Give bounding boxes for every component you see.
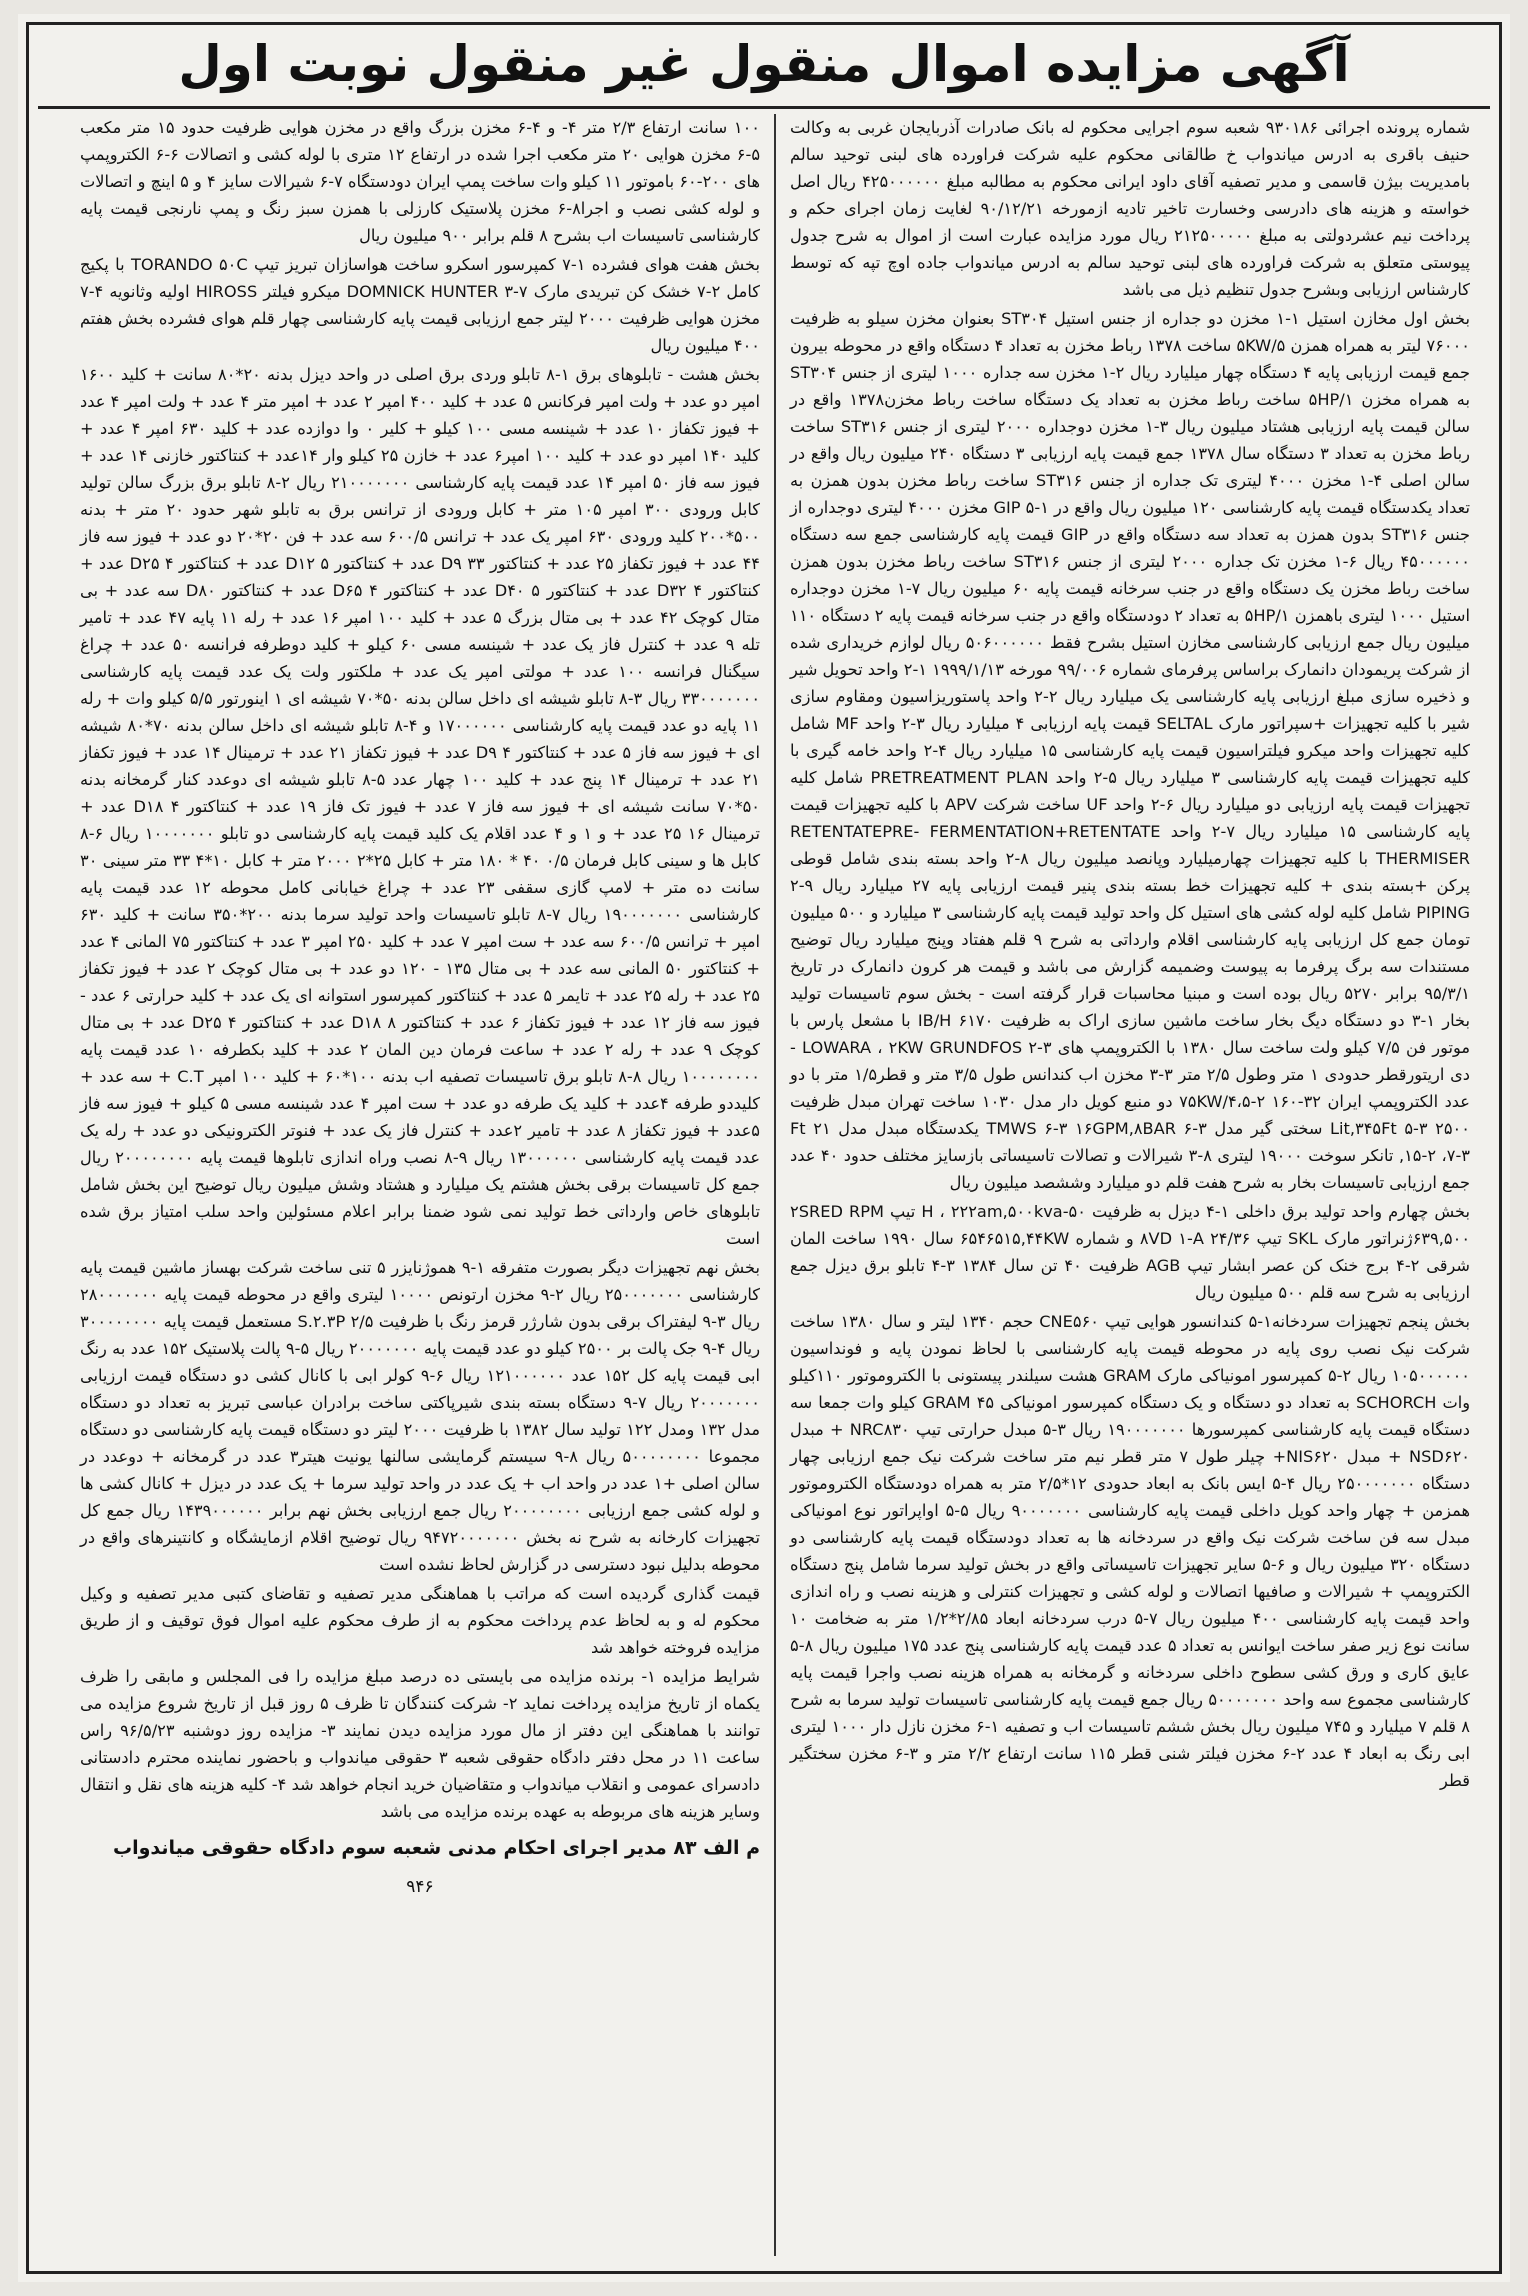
right-paragraph-section4: بخش چهارم واحد تولید برق داخلی ۱-۴ دیزل به ظرفیت ۵۰-H ، ۲۲۲am,۵۰۰kva تیپ ۲SRED RPM ۶۳۹,۵۰۰ژنراتور مارک SKL تیپ ۲۴/۳۶ ۸VD ۱-A و شماره ۶۵۴۶۵۱۵,۴۴KW سال ۱۹۹۰ ساخت المان شرقی ۲-۴ برج خنک کن عصر ابشار تیپ AGB ظرفیت ۴۰ تن سال ۱۳۸۴ ۳-۴ تابلو برق دیزل جمع ارزیابی به شرح سه قلم ۵۰۰ میلیون ریال: [790, 1202, 1471, 1302]
left-paragraph-pricing: قیمت گذاری گردیده است که مراتب با هماهنگی مدیر تصفیه و تقاضای کتبی مدیر تصفیه و وکیل محکوم له و به لحاظ عدم پرداخت محکوم به از طرف محکوم علیه اموال فوق توقیف و از طریق مزایده فروخته خواهد شد: [80, 1584, 760, 1657]
signature-line: م الف ۸۳ مدیر اجرای احکام مدنی شعبه سوم دادگاه حقوقی میاندواب: [113, 1837, 760, 1859]
left-paragraph-air: بخش هفت هوای فشرده ۱-۷ کمپرسور اسکرو ساخت هواسازان تبریز تیپ TORANDO ۵۰C با پکیج کامل ۲-۷ خشک کن تبریدی مارک DOMNICK HUNTER ۳-۷ میکرو فیلتر HIROSS اولیه وثانویه ۴-۷ مخزن هوایی ظرفیت ۲۰۰۰ لیتر جمع ارزیابی قیمت پایه کارشناسی چهار قلم هوای فشرده بخش هفتم ۴۰۰ میلیون ریال: [80, 255, 760, 355]
newspaper-page: [18, 14, 1510, 2282]
left-paragraph-electrical: بخش هشت - تابلوهای برق ۱-۸ تابلو وردی برق اصلی در واحد دیزل بدنه ۲۰*۸۰ سانت + کلید ۱۶۰۰ امپر دو عدد + ولت امپر فرکانس ۵ عدد + کلید ۴۰۰ امپر ۲ عدد + امپر متر ۴ عدد + ولت امپر ۴ عدد + فیوز تکفاز ۱۰ عدد + شینسه مسی ۱۰۰ کیلو + کلیر ۰ وا دوازده عدد + کلید ۶۳۰ امپر ۴ عدد + کلید ۱۴۰ امپر دو عدد + کلید ۱۰۰ امپر۶ عدد + خازن ۲۵ کیلو وار ۱۴عدد + کنتاکتور خازنی ۱۴ عدد + فیوز سه فاز ۵۰ امپر ۱۴ عدد قیمت پایه کارشناسی ۲۱۰۰۰۰۰۰۰ ریال ۲-۸ تابلو برق بزرگ سالن تولید کابل ورودی ۳۰۰ امپر ۱۰۵ متر + کابل ورودی از ترانس برق به تابلو شهر حدود ۲۰ متر + بدنه ۵۰۰*۲۰۰ کلید ورودی ۶۳۰ امپر یک عدد + ترانس ۶۰۰/۵ سه عدد + فن ۲۰*۲۰ دو عدد + فیوز سه فاز ۴۴ عدد + فیوز تکفاز ۲۵ عدد + کنتاکتور D۹ ۳۳ عدد + کنتاکتور D۱۲ ۵ عدد + کنتاکتور D۲۵ ۴ عدد + کنتاکتور D۳۲ ۴ عدد + کنتاکتور D۴۰ ۵ عدد + کنتاکتور D۶۵ ۴ عدد + کنتاکتور D۸۰ سه عدد + بی متال کوچک ۴۲ عدد + بی متال بزرگ ۵ عدد + کلید ۱۰۰ امپر ۱۶ عدد + رله ۱۱ پایه ۴۷ عدد + تامیر تله ۹ عدد + کنترل فاز یک عدد + شینسه مسی ۶۰ کیلو + کلید دوطرفه فرانسه ۵۰ عدد + چراغ سیگنال فرانسه ۱۰۰ عدد + مولتی امپر یک عدد + ملکتور ولت یک عدد قیمت پایه کارشناسی ۳۳۰۰۰۰۰۰۰ ریال ۳-۸ تابلو شیشه ای داخل سالن بدنه ۵۰*۷۰ شیشه ای ۱ اینورتور ۵/۵ کیلو وات + رله ۱۱ پایه دو عدد قیمت پایه کارشناسی ۱۷۰۰۰۰۰۰ و ۴-۸ تابلو شیشه ای داخل سالن بدنه ۷۰*۸۰ شیشه ای + فیوز سه فاز ۵ عدد + کنتاکتور D۹ ۴ عدد + فیوز تکفاز ۲۱ عدد + ترمینال ۱۴ عدد + فیوز تکفاز ۲۱ عدد + ترمینال ۱۴ پنج عدد + کلید ۱۰۰ چهار عدد ۵-۸ تابلو شیشه ای دوعدد کنار گرمخانه بدنه ۵۰*۷۰ سانت شیشه ای + فیوز سه فاز ۷ عدد + فیوز تک فاز ۱۹ عدد + کنتاکتور D۱۸ ۴ عدد + ترمینال ۱۶ ۲۵ عدد + و ۱ و ۴ عدد اقلام یک کلید قیمت پایه کارشناسی دو تابلو ۱۰۰۰۰۰۰۰ ریال ۶-۸ کابل ها و سینی کابل فرمان ۰/۵ ۴۰ * ۱۸۰ متر + کابل ۲۵*۲ ۲۰۰۰ متر + کابل ۱۰*۴ ۳۳ متر سینی ۳۰ سانت ده متر + لامپ گازی سقفی ۲۳ عدد + چراغ خیابانی کامل محوطه ۱۲ عدد قیمت پایه کارشناسی ۱۹۰۰۰۰۰۰۰ ریال ۷-۸ تابلو تاسیسات واحد تولید سرما بدنه ۲۰۰*۳۵۰ سانت + کلید ۶۳۰ امپر + ترانس ۶۰۰/۵ سه عدد + ست امپر ۷ عدد + کلید ۲۵۰ امپر ۳ عدد + کنتاکتور ۷۵ المانی ۴ عدد + کنتاکتور ۵۰ المانی سه عدد + بی متال ۱۳۵ - ۱۲۰ دو عدد + بی متال کوچک ۲ عدد + فیوز تکفاز ۲۵ عدد + رله ۲۵ عدد + تایمر ۵ عدد + کنتاکتور کمپرسور استوانه ای یک عدد + کلید حرارتی ۶ عدد - فیوز سه فاز ۱۲ عدد + فیوز تکفاز ۶ عدد + کنتاکتور D۱۸ ۸ عدد + کنتاکتور D۲۵ ۴ عدد + بی متال کوچک ۹ عدد + رله ۲ عدد + ساعت فرمان دین المان ۲ عدد + کلید بکطرفه ۱۰ عدد قیمت پایه ۱۰۰۰۰۰۰۰۰ ریال ۸-۸ تابلو برق تاسیسات تصفیه اب بدنه ۱۰۰*۶۰ + کلید ۱۰۰ امپر C.T + سه عدد + کلیددو طرفه ۴عدد + کلید یک طرفه دو عدد + ست امپر ۴ عدد شینسه مسی ۵ کیلو + فیوز سه فاز ۵عدد + فیوز تکفاز ۸ عدد + تامیر ۲عدد + کنترل فاز یک عدد + فنوتر الکترونیکی دو عدد + رله یک عدد قیمت پایه کارشناسی ۱۳۰۰۰۰۰۰ ریال ۹-۸ نصب وراه اندازی تابلوها قیمت پایه ۲۰۰۰۰۰۰۰۰ ریال جمع کل تاسیسات برقی بخش هشتم یک میلیارد و هشتاد وشش میلیون ریال توضیح این بخش شامل تابلوهای خاص وارداتی خط تولید نمی شود ضمنا برابر اعلام مسئولین واحد سلب امتیاز برق شده است: [80, 365, 761, 1248]
left-paragraph-conditions: شرایط مزایده ۱- برنده مزایده می بایستی ده درصد مبلغ مزایده را فی المجلس و مابقی را ظرف یکماه از تاریخ مزایده پرداخت نماید ۲- شرکت کنندگان تا ظرف ۵ روز قبل از تاریخ شروع مزایده می توانند با هماهنگی این دفتر از مال مورد مزایده دیدن نمایند ۳- مزایده روز دوشنبه ۹۶/۵/۲۳ راس ساعت ۱۱ در محل دفتر دادگاه حقوقی شعبه ۳ حقوقی میاندواب و باحضور نماینده محترم دادستانی دادسرای عمومی و انقلاب میاندواب و متقاضیان خرید انجام خواهد شد ۴- کلیه هزینه های نقل و انتقال وسایر هزینه های مربوطه به عهده برنده مزایده می باشد: [80, 1667, 761, 1821]
left-paragraph-misc: بخش نهم تجهیزات دیگر بصورت متفرقه ۱-۹ هموژنایزر ۵ تنی ساخت شرکت بهساز ماشین قیمت پایه کارشناسی ۲۵۰۰۰۰۰۰۰ ریال ۲-۹ مخزن ارتونص ۱۰۰۰۰ لیتری واقع در محوطه قیمت پایه ۲۸۰۰۰۰۰۰۰ ریال ۳-۹ لیفتراک برقی بدون شارژر قرمز رنگ با ظرفیت ۲/۵ S.۲.۳P مستعمل قیمت پایه ۳۰۰۰۰۰۰۰۰ ریال ۴-۹ جک پالت بر ۲۵۰۰ کیلو دو عدد قیمت پایه ۲۰۰۰۰۰۰۰ ریال ۵-۹ پالت پلاستیک ۱۵۲ عدد به رنگ ابی قیمت پایه کل ۱۵۲ عدد ۱۲۱۰۰۰۰۰۰ ریال ۶-۹ کولر ابی با کانال کشی دو دستگاه قیمت ارزیابی ۲۰۰۰۰۰۰۰ ریال ۷-۹ دستگاه بسته بندی شیرپاکتی ساخت برادران عباسی تبریز به تعداد دو دستگاه مدل ۱۳۲ ومدل ۱۲۲ تولید سال ۱۳۸۲ با ظرفیت ۲۰۰۰ لیتر دو دستگاه قیمت پایه کارشناسی دو دستگاه مجموعا ۵۰۰۰۰۰۰۰۰ ریال ۸-۹ سیستم گرمایشی سالنها یونیت هیتر۳ عدد در گرمخانه + دوعدد در سالن اصلی +۱ عدد در واحد اب + یک عدد در واحد تولید سرما + یک عدد در دیزل + کانال کشی ها و لوله کشی جمع ارزیابی ۲۰۰۰۰۰۰۰۰ ریال جمع ارزیابی بخش نهم برابر ۱۴۳۹۰۰۰۰۰۰ ریال جمع کل تجهیزات کارخانه به شرح نه بخش ۹۴۷۲۰۰۰۰۰۰۰ ریال توضیح اقلام ازمایشگاه و کانتینرهای واقع در محوطه بدلیل نبود دسترسی در گزارش لحاظ نشده است: [80, 1258, 761, 1574]
auction-notice-title: آگهی مزایده اموال منقول غیر منقول نوبت اول: [178, 35, 1350, 93]
title-rule: [38, 106, 1490, 109]
right-paragraph-section5: بخش پنجم تجهیزات سردخانه۱-۵ کندانسور هوایی تیپ CNE۵۶۰ حجم ۱۳۴۰ لیتر و سال ۱۳۸۰ ساخت شرکت نیک نصب روی پایه در محوطه قیمت پایه کارشناسی با لحاظ نمودن پایه و فونداسیون ۱۰۵۰۰۰۰۰۰ ریال ۲-۵ کمپرسور امونیاکی مارک GRAM هشت سیلندر پیستونی با الکتروموتور ۱۱۰کیلو وات SCHORCH به تعداد دو دستگاه و یک دستگاه کمپرسور امونیاکی ۴۵ GRAM کیلو وات جمعا سه دستگاه قیمت پایه کارشناسی کمپرسورها ۱۹۰۰۰۰۰۰۰ ریال ۳-۵ مبدل حرارتی تیپ NRC۸۳۰ + مبدل NSD۶۲۰ + مبدل NIS۶۲۰+ چیلر طول ۷ متر قطر نیم متر ساخت شرکت نیک جمع ارزیابی چهار دستگاه ۲۵۰۰۰۰۰۰۰ ریال ۴-۵ ایس بانک به ابعاد حدودی ۱۲*۲/۵ متر به همراه دودستگاه الکتروموتور همزمن + چهار واحد کویل داخلی قیمت پایه کارشناسی ۹۰۰۰۰۰۰۰ ریال ۵-۵ اواپراتور نوع امونیاکی مبدل سه فن ساخت شرکت نیک واقع در سردخانه ها به تعداد دودستگاه قیمت پایه کارشناسی دو دستگاه ۳۲۰ میلیون ریال و ۶-۵ سایر تجهیزات تاسیساتی واقع در بخش تولید سرما شامل پنج دستگاه الکتروپمپ + شیرالات و صافیها اتصالات و لوله کشی و تجهیزات کنترلی و هزینه نصب و راه اندازی واحد قیمت پایه کارشناسی ۴۰۰ میلیون ریال ۷-۵ درب سردخانه ابعاد ۲/۸۵*۱/۲ متر به ضخامت ۱۰ سانت نوع زیر صفر ساخت ایوانس به تعداد ۵ عدد قیمت پایه کارشناسی پنج عدد ۱۷۵ میلیون ریال ۸-۵ عایق کاری و ورق کشی سطوح داخلی سردخانه و گرمخانه به همراه هزینه نصب واجرا قیمت پایه کارشناسی مجموع سه واحد ۵۰۰۰۰۰۰۰ ریال جمع قیمت پایه کارشناسی تاسیسات تولید سرما به شرح ۸ قلم ۷ میلیارد و ۷۴۵ میلیون ریال بخش ششم تاسیسات اب و تصفیه ۱-۶ مخزن نازل دار ۱۰۰۰ لیتری ابی رنگ به ابعاد ۴ عدد ۲-۶ مخزن فیلتر شنی قطر ۱۱۵ سانت ارتفاع ۲/۲ متر و ۳-۶ مخزن سختگیر قطر: [790, 1312, 1471, 1790]
page-number: ۹۴۶: [406, 1877, 434, 1897]
right-paragraph-sections: بخش اول مخازن استیل ۱-۱ مخزن دو جداره از جنس استیل ST۳۰۴ بعنوان مخزن سیلو به ظرفیت ۷۶۰۰۰ لیتر به همراه همزن ۵KW/۵ ساخت ۱۳۷۸ رباط مخزن به تعداد ۴ دستگاه واقع در محوطه بیرون جمع قیمت ارزیابی پایه ۴ دستگاه چهار میلیارد ریال ۲-۱ مخزن سه جداره ۱۰۰۰ لیتری از جنس ST۳۰۴ به همراه مخزن ۵HP/۱ ساخت رباط مخزن به تعداد یک دستگاه ساخت رباط مخزن۱۳۷۸ واقع در سالن قیمت پایه ارزیابی هشتاد میلیون ریال ۳-۱ مخزن دوجداره ۲۰۰۰ لیتری از جنس ST۳۱۶ ساخت رباط مخزن به تعداد ۳ دستگاه سال ۱۳۷۸ جمع قیمت پایه ارزیابی ۳ دستگاه ۲۴۰ میلیون ریال واقع در سالن اصلی ۴-۱ مخزن ۴۰۰۰ لیتری تک جداره از جنس ST۳۱۶ ساخت رباط مخزن بدون همزن به تعداد یکدستگاه قیمت پایه کارشناسی ۱۲۰ میلیون ریال واقع در GIP ۵-۱ مخزن ۴۰۰۰ لیتری دوجداره از جنس ST۳۱۶ بدون همزن به تعداد سه دستگاه واقع در GIP قیمت پایه کارشناسی جمع سه دستگاه ۴۵۰۰۰۰۰۰ ریال ۶-۱ مخزن تک جداره ۲۰۰۰ لیتری از جنس ST۳۱۶ ساخت رباط مخزن بدون همزن ساخت رباط مخزن یک دستگاه واقع در جنب سرخانه قیمت پایه ۶۰ میلیون ریال ۷-۱ مخزن دوجداره استیل ۱۰۰۰ لیتری باهمزن ۵HP/۱ به تعداد ۲ دودستگاه واقع در جنب سرخانه قیمت پایه ۲ دستگاه ۱۱۰ میلیون ریال جمع ارزیابی کارشناسی مخازن استیل بشرح فقط ۵۰۶۰۰۰۰۰۰ ریال لوازم خریداری شده از شرکت پریمودان دانمارک براساس پرفرمای شماره ۹۹/۰۰۶ مورخه ۱۹۹۹/۱/۱۳ ۱-۲ واحد تحویل شیر و ذخیره سازی مبلغ ارزیابی پایه کارشناسی یک میلیارد ریال ۲-۲ واحد پاستوریزاسیون ومقاوم سازی شیر با کلیه تجهیزات +سپراتور مارک SELTAL قیمت پایه ارزیابی ۴ میلیارد ریال ۳-۲ واحد MF شامل کلیه تجهیزات واحد میکرو فیلتراسیون قیمت پایه کارشناسی ۱۵ میلیارد ریال ۴-۲ واحد خامه گیری با کلیه تجهیزات قیمت پایه کارشناسی ۳ میلیارد ریال ۵-۲ واحد PRETREATMENT PLAN شامل کلیه تجهیزات قیمت پایه ارزیابی دو میلیارد ریال ۶-۲ واحد UF ساخت شرکت APV با کلیه تجهیزات قیمت پایه کارشناسی ۱۵ میلیارد ریال ۷-۲ واحد RETENTATEPRE- FERMENTATION+RETENTATE THERMISER با کلیه تجهیزات چهارمیلیارد وپانصد میلیون ریال ۸-۲ واحد بسته بندی شامل قوطی پرکن +بسته بندی + کلیه تجهیزات خط بسته بندی پنیر قیمت ارزیابی پایه ۲۷ میلیارد ریال ۹-۲ PIPING شامل کلیه لوله کشی های استیل کل واحد تولید قیمت پایه کارشناسی ۳ میلیارد و ۵۰۰ میلیون تومان جمع کل ارزیابی پایه کارشناسی اقلام وارداتی به شرح ۹ قلم هفتاد وپنج میلیارد ریال توضیح مستندات سه برگ پرفرما به پیوست وضمیمه گزارش می باشد و قیمت هر کرون دانمارک در تاریخ ۹۵/۳/۱ برابر ۵۲۷۰ ریال بوده است و مبنیا محاسبات قرار گرفته است - بخش سوم تاسیسات تولید بخار ۱-۳ دو دستگاه دیگ بخار ساخت ماشین سازی اراک به ظرفیت IB/H ۶۱۷۰ با مشعل پارس با موتور فن ۷/۵ کیلو ولت ساخت سال ۱۳۸۰ با الکتروپمپ های LOWARA ، ۲KW GRUNDFOS ۲-۳ - دی اریتورقطر حدودی ۱ متر وطول ۲/۵ متر ۳-۳ مخزن اب کندانس طول ۳/۵ متر و قطر۱/۵ متر با دو عدد الکتروپمپ ایران ۳۲-۱۶۰ ۲-۷۵KW/۴،۵ دو منبع کویل دار مدل ۱۰۳۰ ساخت تهران مبدل ظرفیت ۲۵۰۰ Lit,۳۴۵Ft ۵-۳ سختی گیر مدل TMWS ۶-۳ ۱۶GPM,۸BAR ۶-۳ یکدستگاه مبدل مدل ۲۱ Ft ,۱۵-۲ ،۷-۳ تانکر سوخت ۱۹۰۰۰ لیتری ۸-۳ شیرالات و تصالات تاسیساتی بازسایز مختلف حدود ۴۰ عدد جمع ارزیابی تاسیسات بخار به شرح هفت قلم دو میلیارد وششصد میلیون ریال: [790, 309, 1471, 1192]
body-columns: [44, 114, 1484, 2256]
left-column: [66, 114, 774, 2256]
right-paragraph-intro: شماره پرونده اجرائی ۹۳۰۱۸۶ شعبه سوم اجرایی محکوم له بانک صادرات آذربایجان غربی به وکالت حنیف باقری به ادرس میاندواب خ طالقانی محکوم علیه شرکت فراورده های لبنی توحید سالم بامدیریت بیژن قاسمی و مدیر تصفیه آقای داود ایرانی محکوم به مطالبه مبلغ ۴۲۵۰۰۰۰۰۰ ریال اصل خواسته و هزینه های دادرسی وخسارت تاخیر تادیه ازمورخه ۹۰/۱۲/۲۱ لغایت زمان اجرای حکم و پرداخت نیم عشردولتی به مبلغ ۲۱۲۵۰۰۰۰۰ ریال مورد مزایده عبارت است از اموال به شرح جدول پیوستی متعلق به شرکت فراورده های لبنی توحید سالم به ادرس میاندواب جاده اوچ تپه که توسط کارشناس ارزیابی وبشرح جدول تنظیم ذیل می باشد: [790, 118, 1471, 299]
right-column: [776, 114, 1484, 2256]
left-paragraph-water: ۱۰۰ سانت ارتفاع ۲/۳ متر ۴- و ۴-۶ مخزن بزرگ واقع در مخزن هوایی ظرفیت حدود ۱۵ متر مکعب ۵-۶ مخزن هوایی ۲۰ متر مکعب اجرا شده در ارتفاع ۱۲ متری با لوله کشی و اتصالات ۶-۶ الکتروپمپ های ۲۰۰-۶۰ باموتور ۱۱ کیلو وات ساخت پمپ ایران دودستگاه ۷-۶ شیرالات سایز ۴ و ۵ اینچ و اتصالات و لوله کشی نصب و اجرا۸-۶ مخزن پلاستیک کارزلی با همزن سبز رنگ و پمپ نارنجی قیمت پایه کارشناسی تاسیسات اب بشرح ۸ قلم برابر ۹۰۰ میلیون ریال: [80, 118, 761, 245]
